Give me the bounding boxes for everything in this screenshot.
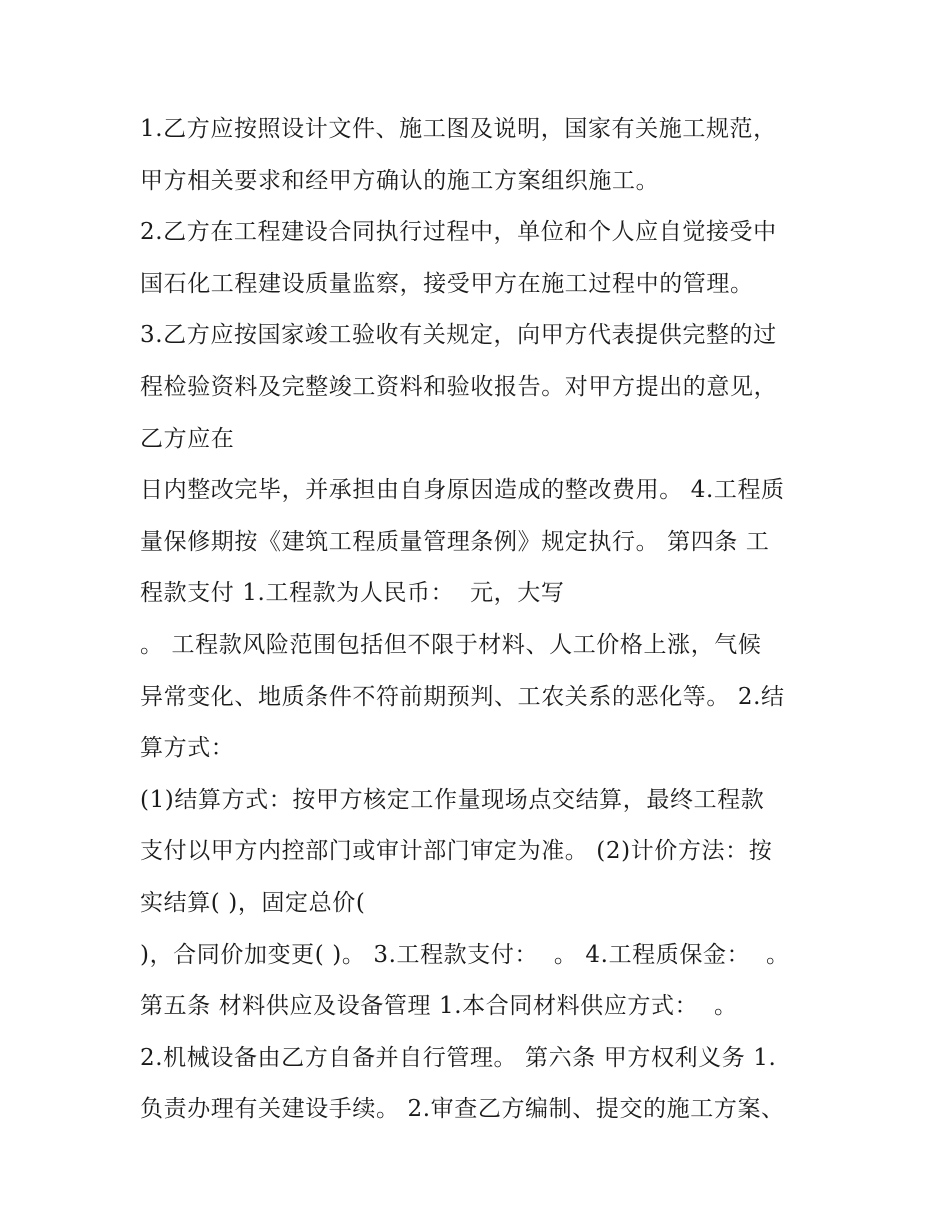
text-line-7: 乙方应在 <box>140 425 235 452</box>
text-line-17: )，合同价加变更( )。 3.工程款支付： 。 4.工程质保金： 。 <box>140 941 790 968</box>
text-line-15: 支付以甲方内控部门或审计部门审定为准。 (2)计价方法：按 <box>140 838 773 865</box>
text-line-20: 负责办理有关建设手续。 2.审查乙方编制、提交的施工方案、 <box>140 1096 785 1123</box>
text-line-9: 量保修期按《建筑工程质量管理条例》规定执行。 第四条 工 <box>140 528 770 555</box>
text-line-13: 算方式： <box>140 735 235 762</box>
text-line-3: 2.乙方在工程建设合同执行过程中，单位和个人应自觉接受中 <box>140 219 777 246</box>
text-line-8: 日内整改完毕，并承担由自身原因造成的整改费用。 4.工程质 <box>140 477 785 504</box>
text-line-5: 3.乙方应按国家竣工验收有关规定，向甲方代表提供完整的过 <box>140 322 777 349</box>
text-line-12: 异常变化、地质条件不符前期预判、工农关系的恶化等。 2.结 <box>140 683 785 710</box>
text-line-19: 2.机械设备由乙方自备并自行管理。 第六条 甲方权利义务 1. <box>140 1044 777 1071</box>
text-line-16: 实结算( )，固定总价( <box>140 889 366 916</box>
text-line-2: 甲方相关要求和经甲方确认的施工方案组织施工。 <box>140 167 660 194</box>
text-line-18: 第五条 材料供应及设备管理 1.本合同材料供应方式： 。 <box>140 993 738 1020</box>
text-line-11: 。 工程款风险范围包括但不限于材料、人工价格上涨，气候 <box>140 631 762 658</box>
text-line-14: (1)结算方式：按甲方核定工作量现场点交结算，最终工程款 <box>140 786 765 813</box>
text-line-6: 程检验资料及完整竣工资料和验收报告。对甲方提出的意见， <box>140 373 778 400</box>
text-line-1: 1.乙方应按照设计文件、施工图及说明，国家有关施工规范， <box>140 116 777 142</box>
text-line-10: 程款支付 1.工程款为人民币： 元，大写 <box>140 580 565 607</box>
text-line-4: 国石化工程建设质量监察，接受甲方在施工过程中的管理。 <box>140 270 754 297</box>
contract-text <box>140 104 820 1136</box>
